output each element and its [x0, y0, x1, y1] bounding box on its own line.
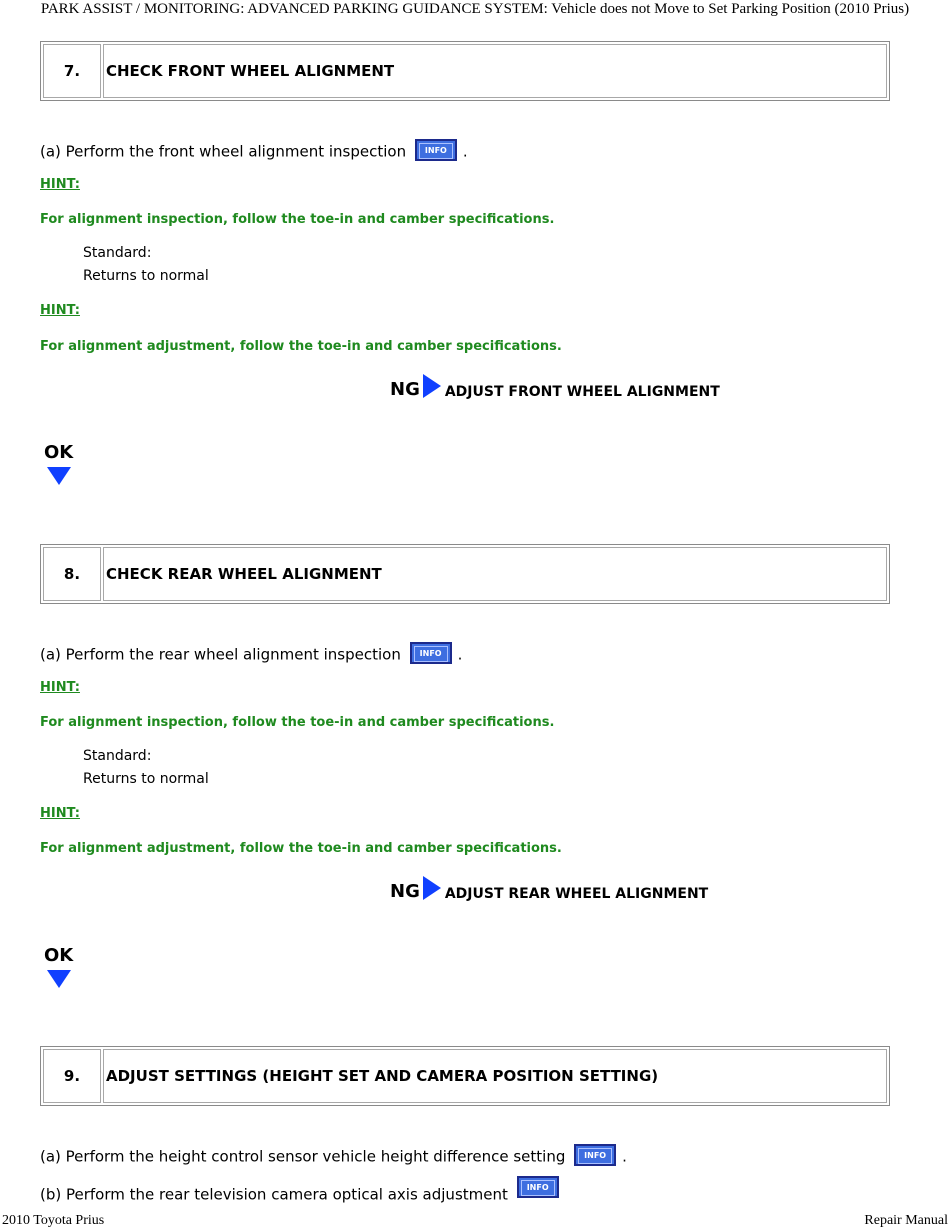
step-9-box — [40, 1046, 890, 1106]
info-button-label: INFO — [578, 1148, 612, 1164]
ok-label: OK — [44, 442, 74, 463]
info-button-label: INFO — [521, 1180, 555, 1196]
hint-text: For alignment adjustment, follow the toe-in and camber specifications. — [40, 841, 562, 856]
footer-left: 2010 Toyota Prius — [2, 1213, 105, 1228]
right-arrow-icon — [423, 876, 441, 900]
step-7-box — [40, 41, 890, 101]
hint-label[interactable]: HINT: — [40, 303, 80, 318]
step-number: 7. — [43, 44, 101, 98]
info-button-label: INFO — [414, 646, 448, 662]
step-number: 8. — [43, 547, 101, 601]
step-9-instruction-a: (a) Perform the height control sensor vehicle height difference setting INFO . — [40, 1146, 627, 1168]
hint-text: For alignment inspection, follow the toe-in and camber specifications. — [40, 715, 555, 730]
ok-branch — [44, 946, 74, 988]
standard-value: Returns to normal — [83, 771, 209, 787]
hint-label[interactable]: HINT: — [40, 680, 80, 695]
standard-label: Standard: — [83, 245, 152, 261]
step-8-instruction: (a) Perform the rear wheel alignment inspection INFO . — [40, 644, 462, 666]
down-arrow-icon — [47, 467, 71, 485]
hint-label[interactable]: HINT: — [40, 177, 80, 192]
step-9-instruction-b — [40, 1184, 565, 1206]
info-button[interactable] — [410, 642, 452, 664]
hint-text: For alignment inspection, follow the toe-in and camber specifications. — [40, 212, 555, 227]
instruction-text: (b) Perform the rear television camera optical axis adjustment — [40, 1185, 508, 1204]
step-title: ADJUST SETTINGS (HEIGHT SET AND CAMERA POSITION SETTING) — [103, 1049, 887, 1103]
step-8-box — [40, 544, 890, 604]
right-arrow-icon — [423, 374, 441, 398]
info-button[interactable] — [574, 1144, 616, 1166]
step-number: 9. — [43, 1049, 101, 1103]
down-arrow-icon — [47, 970, 71, 988]
ok-branch — [44, 443, 74, 485]
instruction-text: (a) Perform the front wheel alignment inspection — [40, 142, 407, 161]
standard-label: Standard: — [83, 748, 152, 764]
page-header: PARK ASSIST / MONITORING: ADVANCED PARKING GUIDANCE SYSTEM: Vehicle does not Move to Set Parking Position (2010 Prius) — [40, 1, 910, 17]
step-7-instruction: (a) Perform the front wheel alignment inspection INFO . — [40, 141, 468, 163]
ok-label: OK — [44, 945, 74, 966]
ng-branch — [390, 376, 720, 400]
ng-branch — [390, 878, 708, 902]
instruction-text: (a) Perform the height control sensor vehicle height difference setting — [40, 1147, 566, 1166]
ng-action-link[interactable]: ADJUST REAR WHEEL ALIGNMENT — [444, 886, 709, 902]
hint-label[interactable]: HINT: — [40, 806, 80, 821]
ng-label: NG — [390, 881, 420, 902]
info-button-label: INFO — [419, 143, 453, 159]
step-title: CHECK REAR WHEEL ALIGNMENT — [103, 547, 887, 601]
step-title: CHECK FRONT WHEEL ALIGNMENT — [103, 44, 887, 98]
ng-action-link[interactable]: ADJUST FRONT WHEEL ALIGNMENT — [444, 384, 720, 400]
instruction-text: (a) Perform the rear wheel alignment inspection — [40, 645, 401, 664]
info-button[interactable] — [415, 139, 457, 161]
hint-text: For alignment adjustment, follow the toe-in and camber specifications. — [40, 339, 562, 354]
ng-label: NG — [390, 379, 420, 400]
info-button[interactable] — [517, 1176, 559, 1198]
standard-value: Returns to normal — [83, 268, 209, 284]
step-9-instruction-b-clipped — [40, 1183, 640, 1204]
footer-right: Repair Manual — [864, 1213, 948, 1228]
